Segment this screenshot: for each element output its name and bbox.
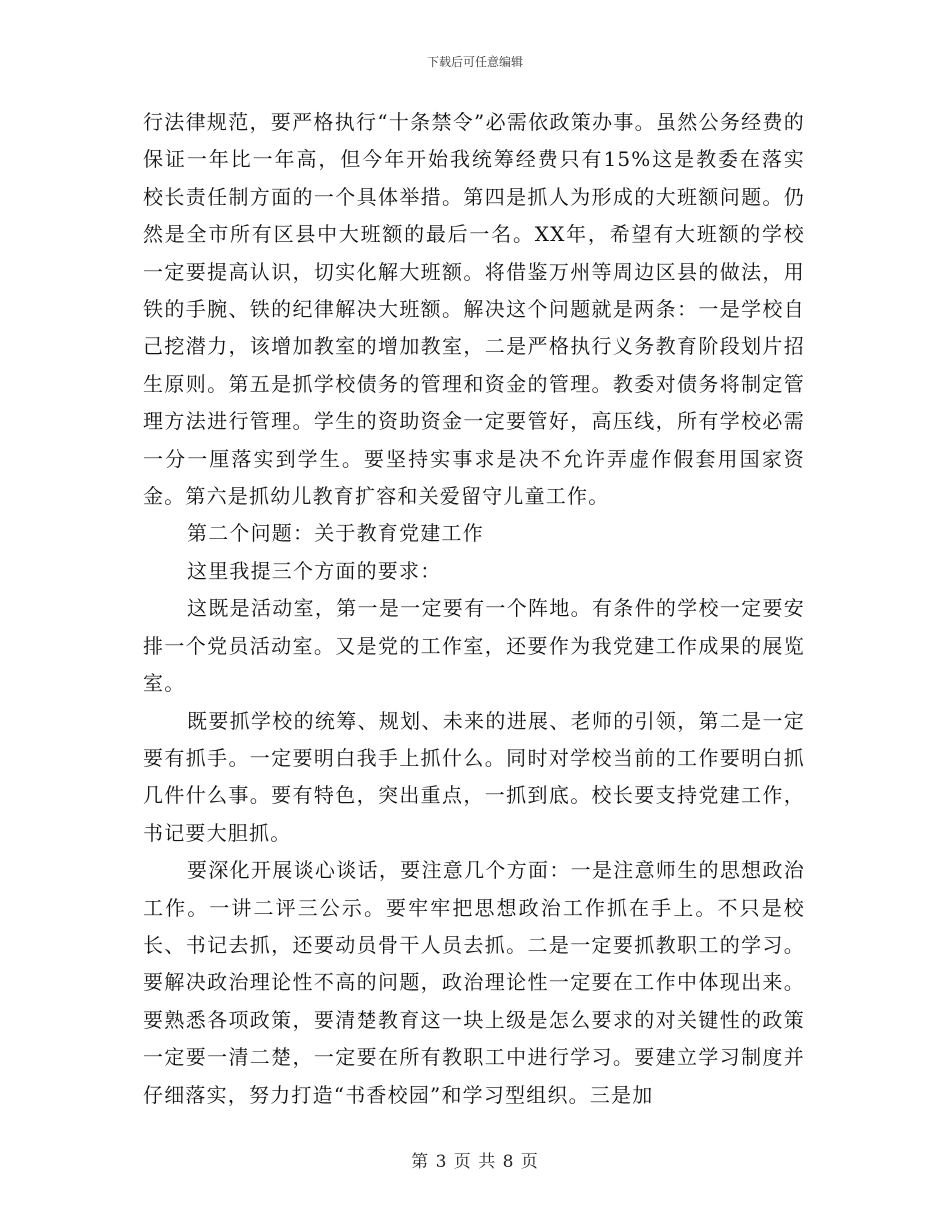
- page-number: 第 3 页 共 8 页: [411, 1152, 539, 1172]
- paragraph-point-two: 既要抓学校的统筹、规划、未来的进展、老师的引领，第二是一定要有抓手。一定要明白我手上抓什么。同时对学校当前的工作要明白抓几件什么事。要有特色，突出重点，一抓到底。校长要支持党建工作，书记要大胆抓。: [143, 708, 805, 845]
- section-heading: 第二个问题：关于教育党建工作: [187, 521, 484, 546]
- paragraph-intro: 这里我提三个方面的要求：: [187, 558, 442, 583]
- document-body: [143, 104, 805, 1114]
- paragraph-point-three: 要深化开展谈心谈话，要注意几个方面：一是注意师生的思想政治工作。一讲二评三公示。要牢牢把思想政治工作抓在手上。不只是校长、书记去抓，还要动员骨干人员去抓。二是一定要抓教职工的学习。要解决政治理论性不高的问题，政治理论性一定要在工作中体现出来。要熟悉各项政策，要清楚教育这一块上级是怎么要求的对关键性的政策一定要一清二楚，一定要在所有教职工中进行学习。要建立学习制度并仔细落实，努力打造“书香校园”和学习型组织。三是加: [143, 858, 805, 1107]
- page-header: 下载后可任意编辑: [426, 55, 523, 69]
- paragraph-point-one: 这既是活动室，第一是一定要有一个阵地。有条件的学校一定要安排一个党员活动室。又是党的工作室，还要作为我党建工作成果的展览室。: [143, 596, 805, 696]
- paragraph-continuation: 行法律规范，要严格执行“十条禁令”必需依政策办事。虽然公务经费的保证一年比一年高，但今年开始我统筹经费只有15%这是教委在落实校长责任制方面的一个具体举措。第四是抓人为形成的大班额问题。仍然是全市所有区县中大班额的最后一名。XX年，希望有大班额的学校一定要提高认识，切实化解大班额。将借鉴万州等周边区县的做法，用铁的手腕、铁的纪律解决大班额。解决这个问题就是两条：一是学校自己挖潜力，该增加教室的增加教室，二是严格执行义务教育阶段划片招生原则。第五是抓学校债务的管理和资金的管理。教委对债务将制定管理方法进行管理。学生的资助资金一定要管好，高压线，所有学校必需一分一厘落实到学生。要坚持实事求是决不允许弄虚作假套用国家资金。第六是抓幼儿教育扩容和关爱留守儿童工作。: [143, 110, 805, 509]
